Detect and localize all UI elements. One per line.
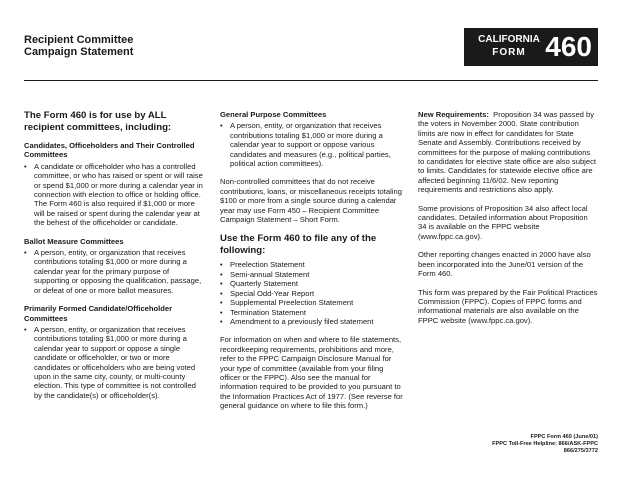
statement-types-list bbox=[220, 260, 405, 326]
eligibility-heading: The Form 460 is for use by ALL recipient committees, including: bbox=[24, 110, 172, 133]
section-title-ballot: Ballot Measure Committees bbox=[24, 236, 124, 246]
section-title-general-purpose: General Purpose Committees bbox=[220, 110, 327, 119]
list-item: • A person, entity, or organization that receives contributions totaling $1,000 or more during a calendar year to support or oppose a single candidate or officeholder, or two or more candidates or officeholders who are being voted upon in the same city, county, or multi-county election. This type of committee is not controlled by the candidate(s) or officeholder(s). bbox=[24, 325, 204, 400]
section-title-primarily-formed: Primarily Formed Candidate/Officeholder Committees bbox=[24, 304, 173, 323]
header-divider bbox=[24, 80, 598, 81]
noncontrolled-paragraph: Non-controlled committees that do not receive contributions, loans, or miscellaneous receipts totaling $100 or more from a single source during a calendar year may use Form 450 – Recipient Committee Campaign Statement – Short Form. bbox=[220, 177, 402, 225]
section-list-general-purpose bbox=[220, 121, 405, 168]
form-title-line2: Campaign Statement bbox=[24, 46, 134, 58]
state-label: CALIFORNIA bbox=[478, 34, 540, 45]
footer-phone: 866/275/3772 bbox=[563, 448, 598, 455]
form-title-line1: Recipient Committee bbox=[24, 34, 134, 46]
new-requirements-paragraph bbox=[418, 110, 598, 195]
list-item: • Semi-annual Statement bbox=[220, 270, 405, 279]
form-number-box bbox=[464, 28, 598, 66]
list-item: • Amendment to a previously filed statement bbox=[220, 317, 405, 326]
other-changes-paragraph: Other reporting changes enacted in 2000 have also been incorporated into the June/01 version of the Form 460. bbox=[418, 250, 591, 279]
section-list-ballot bbox=[24, 248, 204, 295]
list-item: • Quarterly Statement bbox=[220, 279, 405, 288]
column-general-purpose bbox=[220, 110, 405, 420]
list-item: • A person, entity, or organization that receives contributions totaling $1,000 or more during a calendar year to support or oppose various candidates and measures (e.g., political parties, political action committees). bbox=[220, 121, 405, 168]
use-heading: Use the Form 460 to file any of the following: bbox=[220, 233, 377, 256]
form-title bbox=[24, 34, 133, 58]
list-item: • Special Odd-Year Report bbox=[220, 289, 405, 298]
list-item: • Preelection Statement bbox=[220, 260, 405, 269]
footer-form-version: FPPC Form 460 (June/01) bbox=[530, 434, 598, 440]
section-list-primarily-formed bbox=[24, 325, 204, 400]
new-requirements-text: Proposition 34 was passed by the voters in November 2000. State contribution limits are now in effect for candidates for State Senate and Assembly. Contributions received by committees for the purpose of making contributions to candidates for elective state office are also subject to limits. Candidates for statewide elective office are affected beginning 11/6/02. New reporting requirements and restrictions also apply. bbox=[418, 110, 596, 195]
section-list-candidates bbox=[24, 162, 204, 228]
prepared-by-paragraph: This form was prepared by the Fair Political Practices Commission (FPPC). Copies of FPPC forms and informational materials are also available on the FPPC website (www.fppc.ca.gov). bbox=[418, 287, 598, 325]
new-requirements-label: New Requirements: bbox=[418, 110, 489, 119]
local-candidates-paragraph: Some provisions of Proposition 34 also affect local candidates. Detailed information about Proposition 34 is available on the FPPC website (www.fppc.ca.gov). bbox=[418, 203, 588, 241]
form-number: 460 bbox=[545, 31, 592, 62]
footer bbox=[398, 434, 598, 456]
list-item: • Termination Statement bbox=[220, 308, 405, 317]
column-eligibility bbox=[24, 110, 204, 409]
column-new-requirements bbox=[418, 110, 598, 334]
list-item: • A candidate or officeholder who has a controlled committee, or who has raised or spent or will raise or spend $1,000 or more during a calendar year in connection with election to office or holding office. The Form 460 is also required if $1,000 or more will be raised or spent during the calendar year at the behest of the officeholder or candidate. bbox=[24, 162, 204, 228]
form-word-label: FORM bbox=[492, 47, 526, 58]
info-paragraph: For information on when and where to file statements, recordkeeping requirements, prohibitions and more, refer to the FPPC Campaign Disclosure Manual for your type of committee (available from your filing officer or the FPPC). Also see the manual for information required to be provided to you pursuant to the Information Practices Act of 1977. (See reverse for general guidance on where to file this form.) bbox=[220, 335, 403, 411]
section-title-candidates: Candidates, Officeholders and Their Controlled Committees bbox=[24, 141, 195, 160]
list-item: • Supplemental Preelection Statement bbox=[220, 298, 405, 307]
footer-helpline: FPPC Toll-Free Helpline: 866/ASK-FPPC bbox=[492, 441, 598, 448]
list-item: • A person, entity, or organization that receives contributions totaling $1,000 or more during a calendar year for the primary purpose of supporting or opposing the qualification, passage, or defeat of one or more ballot measures. bbox=[24, 248, 204, 295]
